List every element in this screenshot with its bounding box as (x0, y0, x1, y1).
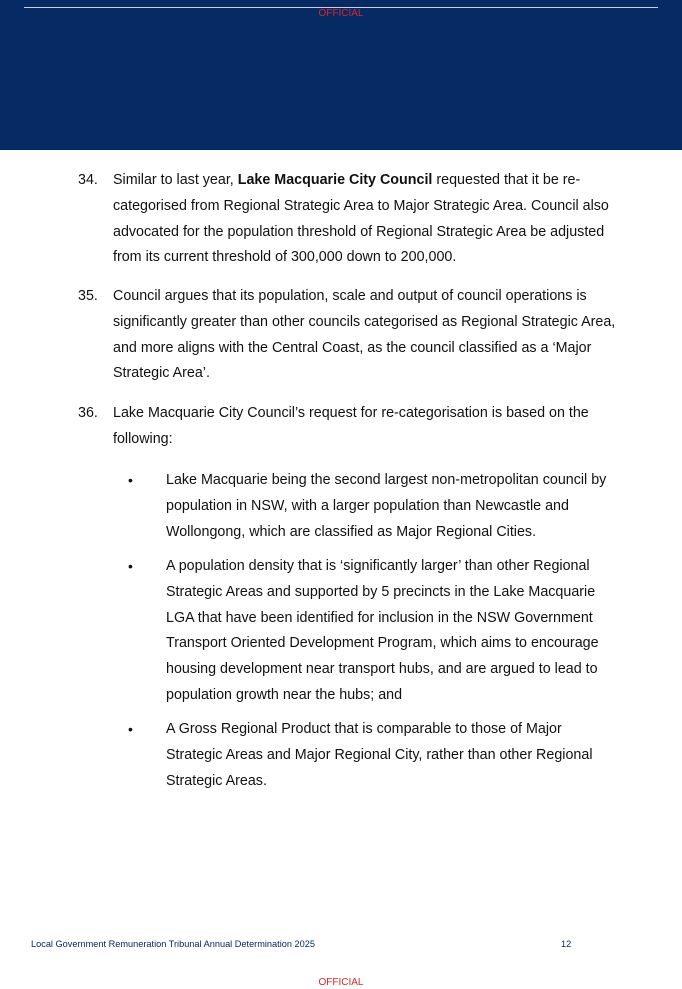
paragraph-body (113, 168, 618, 271)
paragraph-36 (78, 401, 618, 453)
bullet-text: A population density that is ‘significantly larger’ than other Regional Strategic Areas and supported by 5 precincts in the Lake Macquarie LGA that have been identified for inclusion in the NSW Government Transport Oriented Development Program, which aims to encourage housing development near transport hubs, and are argued to lead to population growth near the hubs; and (166, 558, 599, 703)
footer-page-number: 12 (561, 939, 572, 949)
classification-label-bottom: OFFICIAL (318, 977, 364, 988)
paragraph-text: Lake Macquarie City Council’s request for re-categorisation is based on the following: (113, 405, 589, 447)
bullet-text: A Gross Regional Product that is comparable to those of Major Strategic Areas and Major Regional City, rather than other Regional Strategic Areas. (166, 721, 593, 789)
paragraph-number: 36. (78, 405, 98, 421)
paragraph-text: Council argues that its population, scale and output of council operations is significantly greater than other councils categorised as Regional Strategic Area, and more aligns with the Central Coast, as the council classified as a ‘Major Strategic Area’. (113, 288, 616, 382)
bullet-icon: • (128, 558, 133, 574)
paragraph-text: Similar to last year, (113, 172, 238, 188)
bullet-item-3 (128, 717, 608, 794)
paragraph-number: 34. (78, 172, 98, 188)
paragraph-text: requested that it be re-categorised from Regional Strategic Area to Major Strategic Area. Council also advocated for the population threshold of Regional Strategic Area be adjusted from its current threshold of 300,000 down to 200,000. (113, 172, 609, 266)
classification-label-top: OFFICIAL (318, 8, 364, 19)
bullet-icon: • (128, 721, 133, 737)
council-name-bold: Lake Macquarie City Council (237, 172, 433, 188)
bullet-icon: • (128, 472, 133, 488)
paragraph-number: 35. (78, 288, 98, 304)
bullet-item-1 (128, 468, 608, 545)
paragraph-35 (78, 284, 618, 387)
paragraph-34 (78, 168, 618, 271)
footer-document-title: Local Government Remuneration Tribunal Annual Determination 2025 (31, 939, 315, 949)
header-band (0, 0, 682, 150)
bullet-item-2 (128, 554, 608, 709)
bullet-text: Lake Macquarie being the second largest non-metropolitan council by population in NSW, with a larger population than Newcastle and Wollongong, which are classified as Major Regional Cities. (166, 472, 607, 540)
